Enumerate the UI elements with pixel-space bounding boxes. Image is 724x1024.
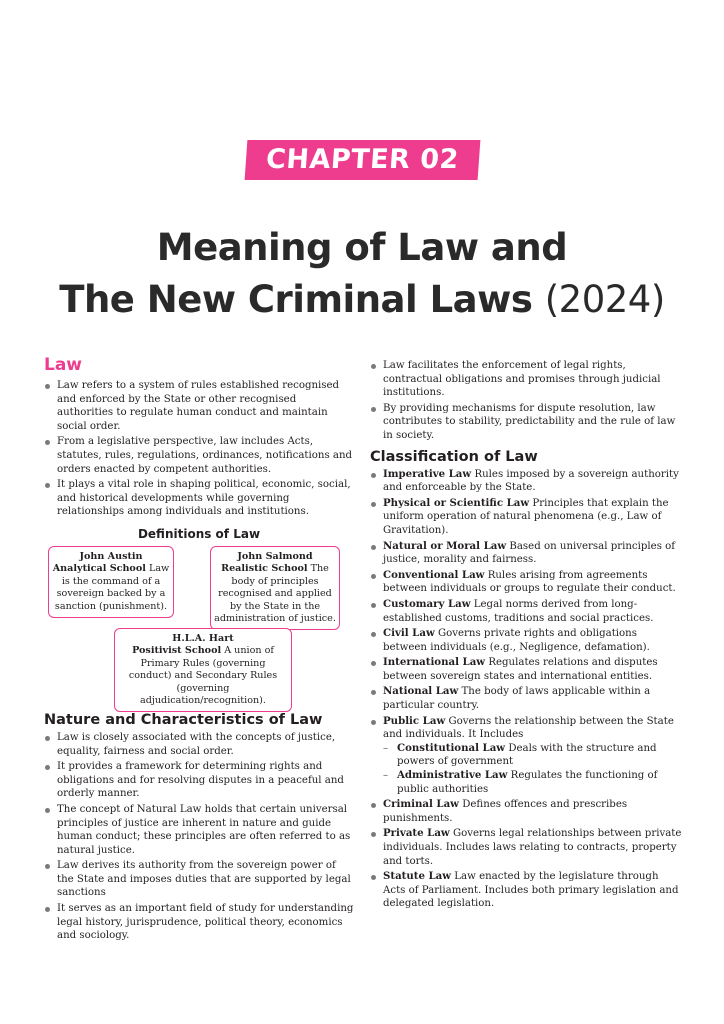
nature-heading: Nature and Characteristics of Law — [44, 711, 323, 728]
list-item — [370, 798, 682, 825]
classification-text: Law enacted by the legislature through Acts of Parliament. Includes both primary legislation and delegated legislation. — [383, 871, 679, 910]
definition-name: John Austin — [79, 550, 143, 562]
list-item — [370, 827, 682, 868]
classification-term: Public Law — [383, 714, 446, 727]
page-title — [0, 222, 724, 326]
sub-term: Administrative Law — [397, 769, 508, 782]
left-column — [44, 355, 354, 945]
classification-text: Principles that explain the uniform operation of natural phenomena (e.g., Law of Gravitation). — [383, 497, 669, 536]
list-item — [370, 685, 682, 712]
right-column — [370, 359, 682, 913]
classification-term: Private Law — [383, 827, 450, 840]
definition-text: A union of Primary Rules (governing conduct) and Secondary Rules (governing adjudication/recognition). — [128, 645, 278, 706]
classification-text: Defines offences and prescribes punishments. — [383, 799, 628, 824]
classification-text: Rules imposed by a sovereign authority and enforceable by the State. — [383, 468, 679, 494]
classification-text: Governs the relationship between the State and individuals. It Includes — [383, 715, 674, 741]
list-item — [370, 715, 682, 797]
list-item: It provides a framework for determining rights and obligations and for resolving disputes in a peaceful and orderly manner. — [44, 760, 354, 801]
right-intro-list — [370, 359, 682, 443]
list-item: Law facilitates the enforcement of legal rights, contractual obligations and promises through judicial institutions. — [370, 359, 682, 400]
sub-text: Regulates the functioning of public authorities — [397, 770, 658, 795]
sub-list-item — [383, 769, 682, 796]
sub-text: Deals with the structure and powers of government — [397, 742, 657, 768]
classification-text: The body of laws applicable within a particular country. — [383, 686, 651, 712]
definition-school: Positivist School — [132, 645, 222, 657]
classification-text: Governs private rights and obligations between individuals (e.g., Negligence, defamation). — [383, 628, 650, 653]
list-item: By providing mechanisms for dispute resolution, law contributes to stability, predictability and the rule of law in society. — [370, 402, 682, 443]
classification-term: Conventional Law — [383, 568, 485, 581]
list-item: Law derives its authority from the sovereign power of the State and imposes duties that are supported by legal sanctions — [44, 859, 354, 900]
definition-box-hart — [114, 628, 292, 712]
classification-term: Natural or Moral Law — [383, 539, 507, 552]
classification-term: Customary Law — [383, 597, 471, 610]
list-item: Law refers to a system of rules established recognised and enforced by the State or other recognised authorities to regulate human conduct and maintain social order. — [44, 379, 354, 433]
law-heading: Law — [44, 355, 83, 375]
definition-text: The body of principles recognised and applied by the State in the administration of justice. — [214, 563, 336, 624]
list-item — [370, 468, 682, 495]
list-item — [370, 870, 682, 911]
nature-list — [44, 731, 354, 943]
definition-box-salmond — [210, 546, 340, 630]
title-line-1: Meaning of Law and — [156, 226, 568, 269]
classification-text: Rules arising from agreements between individuals or groups to regulate their conduct. — [383, 569, 676, 595]
list-item — [370, 656, 682, 683]
classification-term: Statute Law — [383, 870, 452, 883]
definitions-heading: Definitions of Law — [137, 526, 261, 541]
list-item — [370, 569, 682, 596]
classification-term: Civil Law — [383, 627, 435, 640]
definition-name: H.L.A. Hart — [172, 632, 234, 644]
classification-term: International Law — [383, 656, 486, 669]
classification-text: Based on universal principles of justice, morality and fairness. — [383, 540, 676, 566]
classification-term: Imperative Law — [383, 467, 472, 480]
public-law-sublist — [383, 742, 682, 796]
list-item: It plays a vital role in shaping political, economic, social, and historical developments while governing relationships among individuals and institutions. — [44, 478, 354, 519]
classification-term: National Law — [383, 685, 459, 698]
title-year: (2024) — [544, 278, 665, 321]
list-item: From a legislative perspective, law includes Acts, statutes, rules, regulations, ordinances, notifications and orders enacted by competent authorities. — [44, 435, 354, 476]
title-line-2: The New Criminal Laws — [59, 278, 533, 321]
classification-text: Regulates relations and disputes between sovereign states and international entities. — [383, 657, 658, 682]
list-item — [370, 627, 682, 654]
list-item: It serves as an important field of study for understanding legal history, jurisprudence, political theory, economics and sociology. — [44, 902, 354, 943]
classification-term: Physical or Scientific Law — [383, 496, 530, 509]
list-item: The concept of Natural Law holds that certain universal principles of justice are inherent in nature and guide human conduct; these principles are often referred to as natural justice. — [44, 803, 354, 857]
classification-text: Legal norms derived from long-established customs, traditions and social practices. — [383, 598, 654, 624]
definition-school: Realistic School — [221, 563, 308, 575]
law-list — [44, 379, 354, 519]
definition-box-austin — [48, 546, 174, 618]
definition-text: Law is the command of a sovereign backed by a sanction (punishment). — [54, 563, 170, 612]
definition-school: Analytical School — [52, 563, 146, 575]
sub-term: Constitutional Law — [397, 741, 506, 754]
chapter-badge-wrap — [0, 140, 724, 180]
list-item: Law is closely associated with the concepts of justice, equality, fairness and social order. — [44, 731, 354, 758]
classification-heading: Classification of Law — [370, 448, 538, 465]
classification-term: Criminal Law — [383, 798, 459, 811]
definition-name: John Salmond — [237, 550, 313, 562]
list-item — [370, 497, 682, 538]
list-item — [370, 598, 682, 625]
list-item — [370, 540, 682, 567]
classification-list — [370, 468, 682, 911]
sub-list-item — [383, 742, 682, 769]
chapter-badge: CHAPTER 02 — [244, 140, 480, 180]
definitions-area — [44, 546, 354, 706]
classification-text: Governs legal relationships between private individuals. Includes laws relating to contracts, property and torts. — [383, 828, 682, 867]
